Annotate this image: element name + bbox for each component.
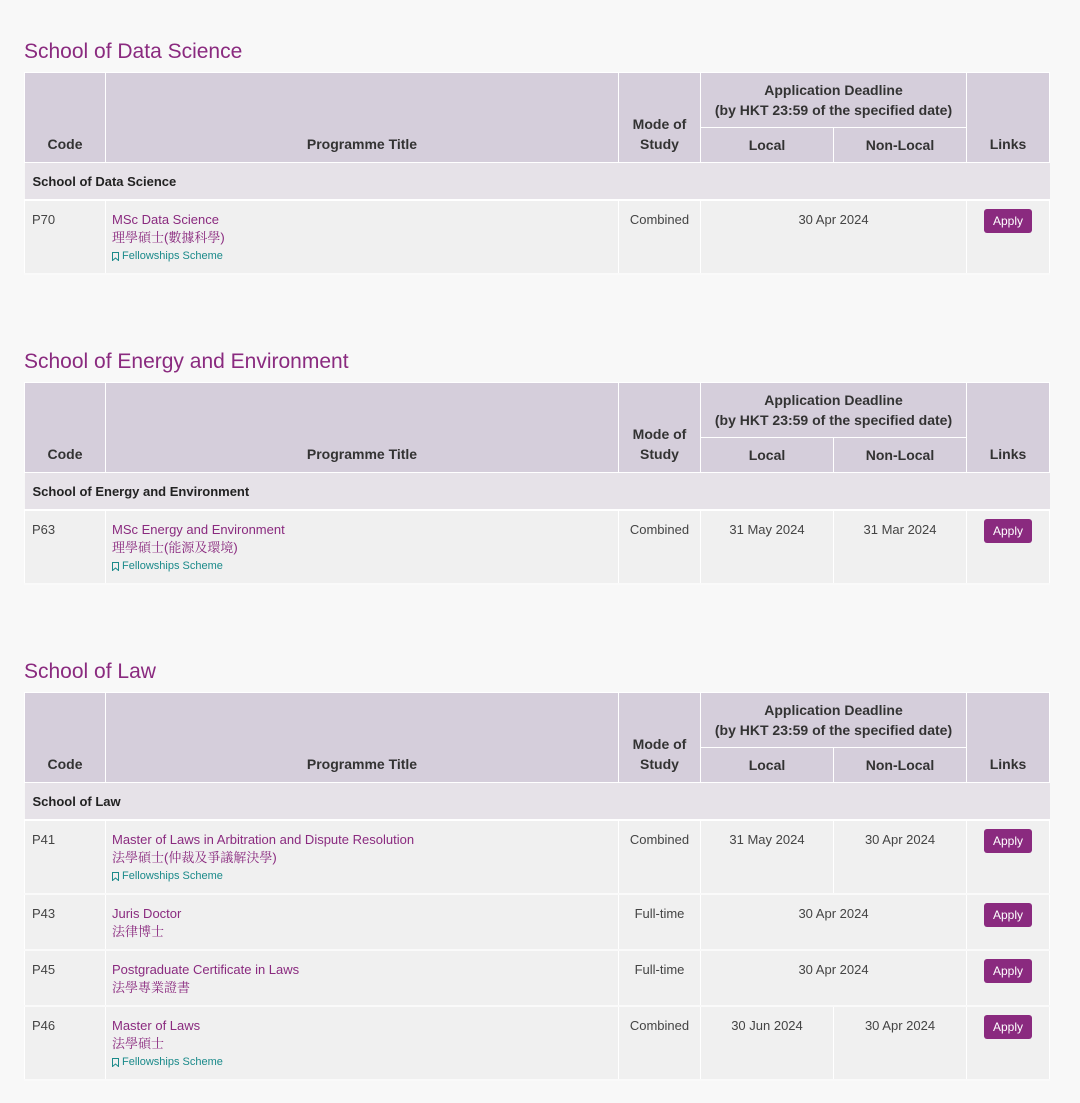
header-local: Local [701,128,834,163]
programme-title-link[interactable]: Master of Laws in Arbitration and Dispute Resolution [112,832,415,847]
header-links: Links [967,383,1050,473]
table-row [25,820,1050,894]
header-mode-of-study: Mode of Study [619,693,701,783]
programme-title-cell [106,1006,619,1080]
programme-title-cell [106,820,619,894]
programme-title-link[interactable]: Master of Laws [112,1018,201,1033]
header-non-local: Non-Local [834,128,967,163]
deadline-merged: 30 Apr 2024 [701,200,967,274]
programme-code: P46 [25,1006,106,1080]
table-row [25,200,1050,274]
table-row [25,1006,1050,1080]
group-label: School of Energy and Environment [25,473,1050,511]
group-label: School of Data Science [25,163,1050,201]
programme-title-link[interactable]: Juris Doctor [112,906,182,921]
mode-of-study: Combined [619,820,701,894]
deadline-local: 31 May 2024 [701,820,834,894]
header-mode-of-study: Mode of Study [619,383,701,473]
header-application-deadline: Application Deadline (by HKT 23:59 of the specified date) [701,383,967,438]
deadline-merged: 30 Apr 2024 [701,950,967,1006]
fellowship-scheme-link[interactable]: Fellowships Scheme [112,867,612,885]
programme-title-link[interactable]: Postgraduate Certificate in Laws [112,962,300,977]
section-title: School of Energy and Environment [24,350,349,373]
programme-title-cell [106,894,619,950]
links-cell [967,510,1050,584]
header-local: Local [701,748,834,783]
mode-of-study: Combined [619,200,701,274]
programme-code: P70 [25,200,106,274]
header-non-local: Non-Local [834,748,967,783]
programme-table [24,72,1050,275]
fellowship-scheme-link[interactable]: Fellowships Scheme [112,247,612,265]
deadline-local: 31 May 2024 [701,510,834,584]
header-links: Links [967,693,1050,783]
programme-table [24,692,1050,1081]
programme-title-link[interactable]: MSc Energy and Environment [112,522,285,537]
deadline-non-local: 30 Apr 2024 [834,820,967,894]
header-code: Code [25,73,106,163]
table-row [25,950,1050,1006]
bookmark-icon [112,562,119,571]
header-application-deadline: Application Deadline (by HKT 23:59 of the specified date) [701,73,967,128]
header-mode-of-study: Mode of Study [619,73,701,163]
programme-title-chinese: 法律博士 [112,924,165,939]
programme-title-cell [106,200,619,274]
deadline-non-local: 30 Apr 2024 [834,1006,967,1080]
deadline-non-local: 31 Mar 2024 [834,510,967,584]
bookmark-icon [112,872,119,881]
mode-of-study: Combined [619,1006,701,1080]
programme-title-link[interactable]: MSc Data Science [112,212,219,227]
group-label: School of Law [25,783,1050,821]
programme-code: P45 [25,950,106,1006]
table-row [25,894,1050,950]
apply-button[interactable]: Apply [984,903,1032,927]
programme-title-chinese: 理學碩士(能源及環境) [112,540,238,555]
links-cell [967,894,1050,950]
mode-of-study: Full-time [619,894,701,950]
table-row [25,510,1050,584]
links-cell [967,950,1050,1006]
mode-of-study: Full-time [619,950,701,1006]
programme-title-chinese: 理學碩士(數據科學) [112,230,225,245]
header-code: Code [25,383,106,473]
bookmark-icon [112,252,119,261]
header-programme-title: Programme Title [106,73,619,163]
programme-title-cell [106,950,619,1006]
header-links: Links [967,73,1050,163]
links-cell [967,1006,1050,1080]
programme-code: P63 [25,510,106,584]
apply-button[interactable]: Apply [984,959,1032,983]
mode-of-study: Combined [619,510,701,584]
programme-title-chinese: 法學碩士(仲裁及爭議解決學) [112,850,277,865]
programme-title-chinese: 法學碩士 [112,1036,165,1051]
fellowship-scheme-link[interactable]: Fellowships Scheme [112,1053,612,1071]
bookmark-icon [112,1058,119,1067]
programme-code: P41 [25,820,106,894]
header-code: Code [25,693,106,783]
links-cell [967,200,1050,274]
fellowship-scheme-link[interactable]: Fellowships Scheme [112,557,612,575]
programme-title-cell [106,510,619,584]
apply-button[interactable]: Apply [984,209,1032,233]
apply-button[interactable]: Apply [984,829,1032,853]
programme-table [24,382,1050,585]
header-application-deadline: Application Deadline (by HKT 23:59 of the specified date) [701,693,967,748]
header-local: Local [701,438,834,473]
header-non-local: Non-Local [834,438,967,473]
deadline-merged: 30 Apr 2024 [701,894,967,950]
apply-button[interactable]: Apply [984,1015,1032,1039]
section-title: School of Data Science [24,40,243,63]
links-cell [967,820,1050,894]
programme-code: P43 [25,894,106,950]
header-programme-title: Programme Title [106,383,619,473]
header-programme-title: Programme Title [106,693,619,783]
deadline-local: 30 Jun 2024 [701,1006,834,1080]
apply-button[interactable]: Apply [984,519,1032,543]
programme-title-chinese: 法學專業證書 [112,980,191,995]
section-title: School of Law [24,660,156,683]
